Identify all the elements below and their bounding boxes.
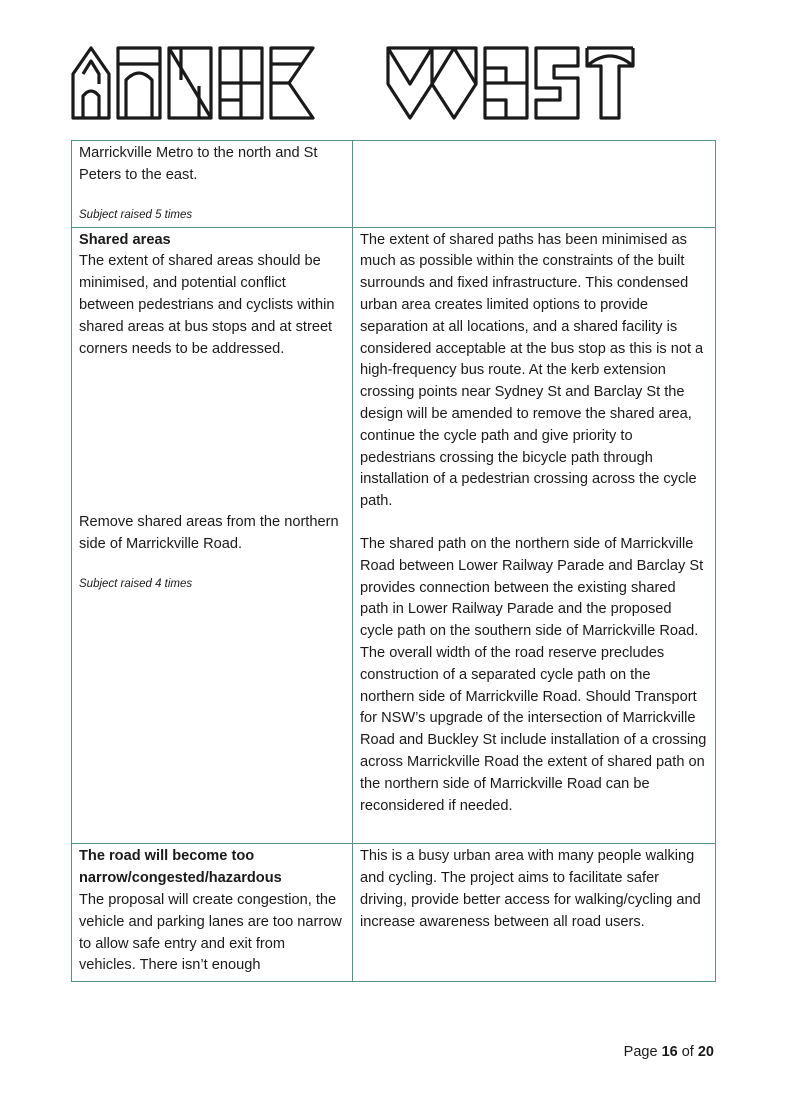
- issue-text-secondary: Remove shared areas from the northern side of Marrickville Road.: [79, 514, 339, 553]
- of-label: of: [681, 1044, 694, 1060]
- table-row: [72, 227, 716, 844]
- subject-count-note: Subject raised 5 times: [79, 208, 193, 221]
- response-text: The extent of shared paths has been minimised as much as possible within the constraints of the built surrounds and fixed infrastructure. This condensed urban area creates limited options to provide separation at all locations, and a shared facility is considered acceptable at the bus stop as this is not a high-frequency bus route. At the kerb extension crossing points near Sydney St and Barclay St the design will be amended to remove the shared area, continue the cycle path and give priority to pedestrians crossing the bicycle path through installation of a pedestrian crossing across the cycle path.: [360, 231, 704, 510]
- response-cell: [353, 227, 716, 844]
- table-row: [72, 844, 716, 982]
- issue-cell: [72, 844, 353, 982]
- issue-text: Marrickville Metro to the north and St Peters to the east.: [79, 145, 318, 183]
- issue-heading: The road will become too narrow/congested/hazardous: [79, 848, 282, 887]
- issue-cell: [72, 227, 353, 844]
- subject-count-note: Subject raised 4 times: [79, 577, 193, 590]
- response-cell: [353, 141, 716, 228]
- issue-heading: Shared areas: [79, 231, 171, 248]
- current-page: 16: [661, 1044, 678, 1060]
- page-label: Page: [623, 1044, 658, 1060]
- consultation-responses-table: [71, 140, 716, 982]
- response-text-secondary: The shared path on the northern side of Marrickville Road between Lower Railway Parade and Barclay St provides connection between the existing shared path in Lower Railway Parade and the proposed cycle path on the southern side of Marrickville Road. The overall width of the road reserve precludes construction of a separated cycle path on the northern side of Marrickville Road. Should Transport for NSW’s upgrade of the intersection of Marrickville Road and Buckley St include installation of a crossing across Marrickville Road the extent of shared path on the northern side of Marrickville Road can be reconsidered if needed.: [360, 535, 707, 814]
- page-number: [624, 1044, 714, 1060]
- issue-text: The extent of shared areas should be minimised, and potential conflict between pedestrians and cyclists within shared areas at bus stops and at street corners needs to be addressed.: [79, 253, 335, 357]
- table-row: [72, 141, 716, 228]
- issue-text: The proposal will create congestion, the vehicle and parking lanes are too narrow to allow safe entry and exit from vehicles. There isn’t enough: [79, 891, 342, 974]
- total-pages: 20: [697, 1044, 714, 1060]
- response-cell: This is a busy urban area with many people walking and cycling. The project aims to facilitate safer driving, provide better access for walking/cycling and increase awareness between all road users.: [353, 844, 716, 982]
- inner-west-logo: [70, 44, 670, 122]
- issue-cell: [72, 141, 353, 228]
